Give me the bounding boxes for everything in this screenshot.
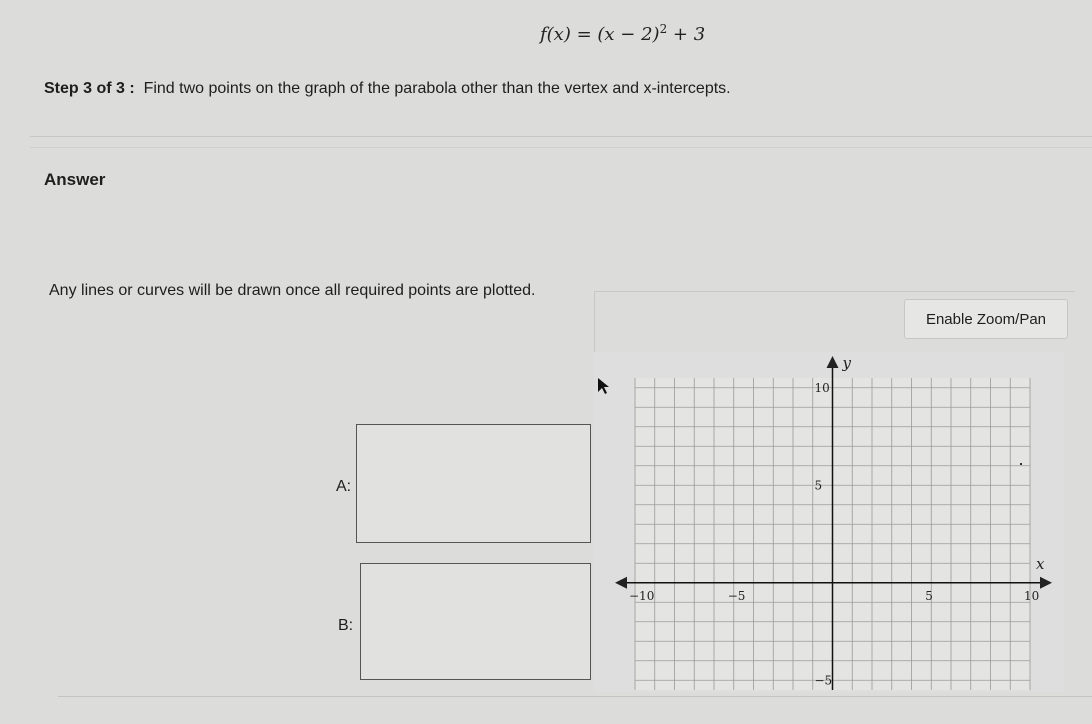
function-formula — [540, 22, 840, 52]
divider — [30, 147, 1092, 148]
x-tick-label: −10 — [629, 588, 655, 603]
formula-constant: + 3 — [667, 24, 706, 45]
enable-zoom-pan-button[interactable]: Enable Zoom/Pan — [904, 299, 1068, 339]
x-tick-label: −5 — [727, 588, 746, 603]
point-a-label: A: — [336, 478, 352, 495]
point-a-input[interactable] — [356, 424, 591, 543]
formula-exponent: 2 — [659, 22, 668, 36]
stray-dot — [1020, 463, 1022, 465]
y-tick-label: 10 — [814, 380, 830, 395]
plot-note: Any lines or curves will be drawn once all required points are plotted. — [49, 282, 536, 299]
mouse-cursor-icon — [598, 378, 610, 396]
formula-base: f(x) = (x − 2) — [540, 24, 660, 45]
coordinate-graph[interactable] — [594, 352, 1064, 692]
y-tick-label: 5 — [814, 478, 823, 493]
answer-heading: Answer — [44, 170, 106, 189]
point-b-input[interactable] — [360, 563, 591, 680]
bottom-divider — [58, 696, 1092, 697]
x-tick-label: 10 — [1024, 588, 1040, 603]
x-tick-label: 5 — [925, 588, 933, 603]
step-label: Step 3 of 3 : — [44, 80, 135, 97]
step-text: Find two points on the graph of the parabola other than the vertex and x-intercepts. — [143, 80, 731, 97]
point-b-label: B: — [338, 617, 354, 634]
divider — [30, 136, 1092, 137]
y-tick-label: −5 — [814, 673, 833, 688]
y-axis-label: y — [842, 354, 851, 372]
x-axis-label: x — [1036, 554, 1045, 573]
step-instruction — [44, 80, 731, 98]
